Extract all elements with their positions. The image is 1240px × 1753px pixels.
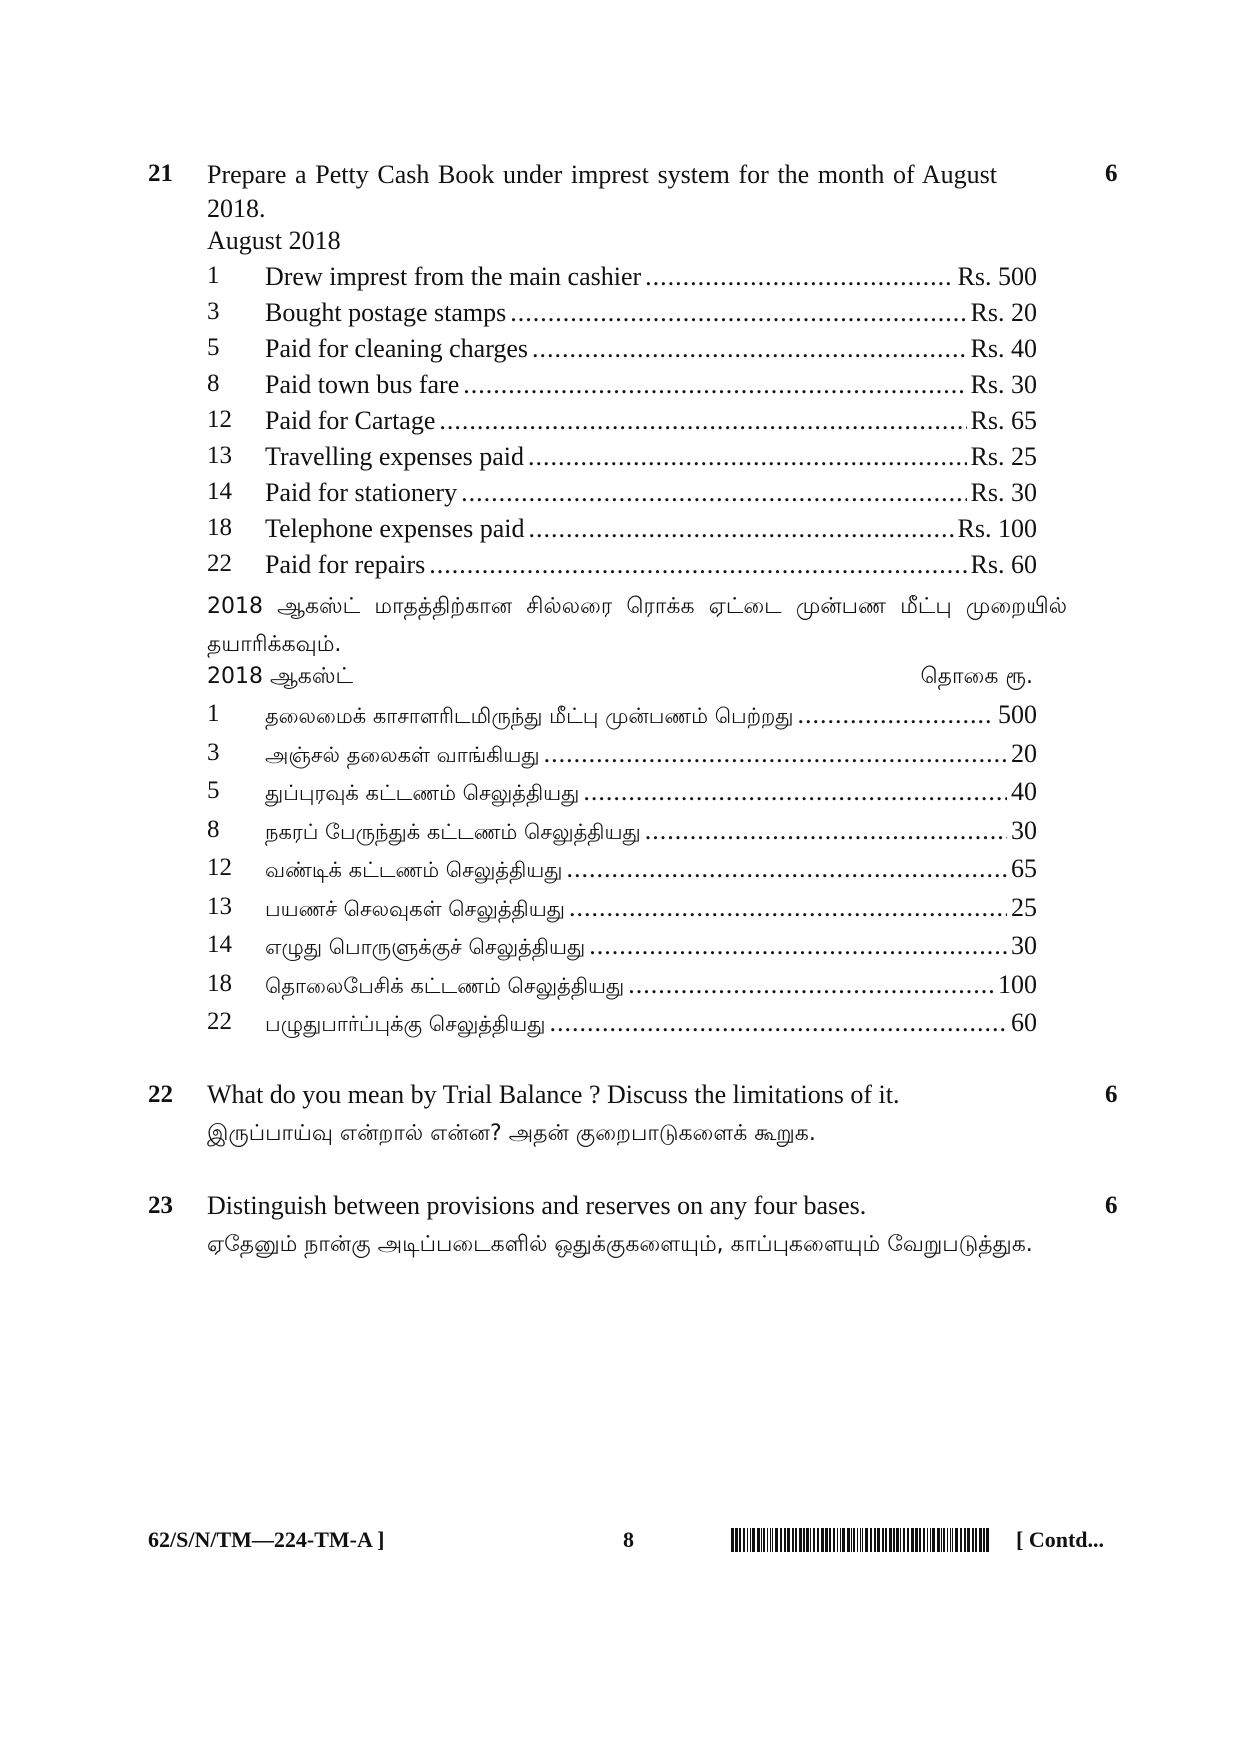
entry-amount: 65 (1011, 854, 1037, 883)
question-number: 21 (148, 160, 173, 187)
entry-amount: Rs. 60 (970, 550, 1037, 579)
entry-line (265, 550, 1037, 580)
entry-description: தலைமைக் காசாளரிடமிருந்து மீட்பு முன்பணம் பெற்றது (265, 704, 794, 728)
question-text-tamil: 2018 ஆகஸ்ட் மாதத்திற்கான சில்லரை ரொக்க ஏட்டை முன்பண மீட்பு முறையில் தயாரிக்கவும். (207, 594, 1067, 657)
entry-description: தொலைபேசிக் கட்டணம் செலுத்தியது (265, 973, 625, 998)
entry-date: 12 (207, 854, 232, 881)
entry-amount: 60 (1011, 1008, 1037, 1037)
dot-leader (544, 739, 1007, 769)
entry-line (265, 700, 1037, 731)
entry-description: Paid for repairs (265, 550, 426, 579)
entry-description: Telephone expenses paid (265, 514, 525, 543)
amount-header-tamil: தொகை ரூ. (920, 664, 1033, 689)
entry-amount: Rs. 500 (957, 262, 1037, 291)
entry-line (265, 370, 1037, 400)
dot-leader (439, 406, 966, 436)
ledger-row (207, 1008, 1037, 1044)
entry-date: 14 (207, 931, 232, 958)
entry-line (265, 1008, 1037, 1039)
page-number: 8 (623, 1527, 634, 1552)
entry-amount: Rs. 30 (970, 478, 1037, 507)
ledger-row (207, 514, 1037, 550)
entry-amount: Rs. 30 (970, 370, 1037, 399)
entry-description: Paid for cleaning charges (265, 334, 529, 363)
question-marks: 6 (1105, 160, 1118, 187)
entry-line (265, 262, 1037, 292)
ledger-row (207, 370, 1037, 406)
ledger-row (207, 442, 1037, 478)
entry-amount: 30 (1011, 931, 1037, 960)
entry-date: 18 (207, 514, 232, 541)
dot-leader (645, 262, 953, 292)
paper-code: 62/S/N/TM—224-TM-A ] (148, 1527, 385, 1552)
entry-date: 5 (207, 777, 220, 804)
ledger-row (207, 777, 1037, 813)
ledger-row (207, 739, 1037, 775)
entry-date: 13 (207, 892, 232, 920)
ledger-row (207, 700, 1037, 736)
entry-date: 3 (207, 298, 220, 325)
entry-line (265, 406, 1037, 436)
entry-amount: 40 (1011, 777, 1037, 806)
question-text-tamil: இருப்பாய்வு என்றால் என்ன? அதன் குறைபாடுகளைக் கூறுக. (207, 1121, 816, 1146)
entry-date: 8 (207, 370, 220, 397)
question-text: Prepare a Petty Cash Book under imprest system for the month of August 2018. (207, 160, 997, 223)
entry-amount: 100 (998, 969, 1037, 999)
entry-line (265, 514, 1037, 544)
question-number: 23 (148, 1192, 173, 1219)
entry-line (265, 893, 1037, 924)
question-marks: 6 (1105, 1081, 1118, 1108)
dot-leader (798, 700, 995, 730)
entry-amount: Rs. 20 (970, 298, 1037, 327)
dot-leader (532, 334, 966, 364)
dot-leader (589, 931, 1007, 961)
entry-description: வண்டிக் கட்டணம் செலுத்தியது (265, 858, 563, 882)
entry-amount: 500 (998, 700, 1037, 729)
entry-description: அஞ்சல் தலைகள் வாங்கியது (265, 742, 540, 767)
entry-amount: Rs. 40 (970, 334, 1037, 363)
entry-description: Paid for Cartage (265, 406, 436, 435)
entry-line (265, 854, 1037, 885)
dot-leader (463, 370, 966, 400)
entry-amount: Rs. 100 (957, 514, 1037, 543)
entry-description: பயணச் செலவுகள் செலுத்தியது (265, 896, 565, 921)
question-marks: 6 (1105, 1192, 1118, 1219)
ledger-row (207, 931, 1037, 967)
question-text: What do you mean by Trial Balance ? Discuss the limitations of it. (207, 1080, 900, 1109)
entry-description: Drew imprest from the main cashier (265, 262, 642, 291)
dot-leader (528, 442, 967, 472)
period-heading: August 2018 (207, 226, 341, 255)
ledger-row (207, 478, 1037, 514)
entry-description: Bought postage stamps (265, 298, 507, 327)
entry-date: 5 (207, 334, 220, 361)
dot-leader (569, 893, 1007, 923)
dot-leader (645, 816, 1007, 846)
question-text: Distinguish between provisions and reserves on any four bases. (207, 1191, 867, 1220)
entry-date: 13 (207, 442, 232, 469)
entry-line (265, 298, 1037, 328)
question-text-tamil: ஏதேனும் நான்கு அடிப்படைகளில் ஒதுக்குகளையும், காப்புகளையும் வேறுபடுத்துக. (207, 1232, 1033, 1257)
ledger-row (207, 334, 1037, 370)
entry-date: 14 (207, 478, 232, 505)
entry-line (265, 777, 1037, 808)
ledger-row (207, 970, 1037, 1006)
entry-description: Paid town bus fare (265, 370, 460, 399)
entry-date: 1 (207, 700, 220, 727)
entry-description: எழுது பொருளுக்குச் செலுத்தியது (265, 935, 586, 959)
ledger-row (207, 893, 1037, 929)
entry-line (265, 478, 1037, 508)
entry-date: 22 (207, 1008, 232, 1035)
entry-line (265, 442, 1037, 472)
entry-amount: 20 (1011, 738, 1037, 768)
entry-amount: Rs. 25 (970, 442, 1037, 471)
dot-leader (567, 854, 1007, 884)
dot-leader (583, 777, 1007, 807)
entry-date: 3 (207, 738, 220, 766)
ledger-row (207, 406, 1037, 442)
entry-date: 22 (207, 550, 232, 577)
ledger-row (207, 262, 1037, 298)
entry-date: 8 (207, 815, 220, 843)
entry-line (265, 970, 1037, 1001)
entry-date: 1 (207, 262, 220, 289)
question-number: 22 (148, 1081, 173, 1108)
entry-date: 18 (207, 969, 232, 997)
entry-amount: 25 (1011, 892, 1037, 922)
entry-description: Travelling expenses paid (265, 442, 524, 471)
entry-description: துப்புரவுக் கட்டணம் செலுத்தியது (265, 781, 580, 805)
dot-leader (628, 970, 994, 1000)
dot-leader (529, 514, 954, 544)
entry-description: Paid for stationery (265, 478, 458, 507)
entry-line (265, 334, 1037, 364)
entry-line (265, 816, 1037, 847)
entry-line (265, 931, 1037, 962)
dot-leader (510, 298, 966, 328)
dot-leader (461, 478, 966, 508)
ledger-row (207, 816, 1037, 852)
dot-leader (429, 550, 966, 580)
ledger-row (207, 550, 1037, 586)
entry-description: பழுதுபார்ப்புக்கு செலுத்தியது (265, 1012, 546, 1036)
entry-description: நகரப் பேருந்துக் கட்டணம் செலுத்தியது (265, 819, 641, 844)
entry-line (265, 739, 1037, 770)
dot-leader (549, 1008, 1007, 1038)
entry-date: 12 (207, 406, 232, 433)
entry-amount: 30 (1011, 815, 1037, 845)
barcode-icon (731, 1528, 991, 1552)
entry-amount: Rs. 65 (970, 406, 1037, 435)
continued-label: [ Contd... (1016, 1527, 1105, 1552)
ledger-row (207, 298, 1037, 334)
period-heading-tamil: 2018 ஆகஸ்ட் (207, 664, 354, 689)
ledger-row (207, 854, 1037, 890)
